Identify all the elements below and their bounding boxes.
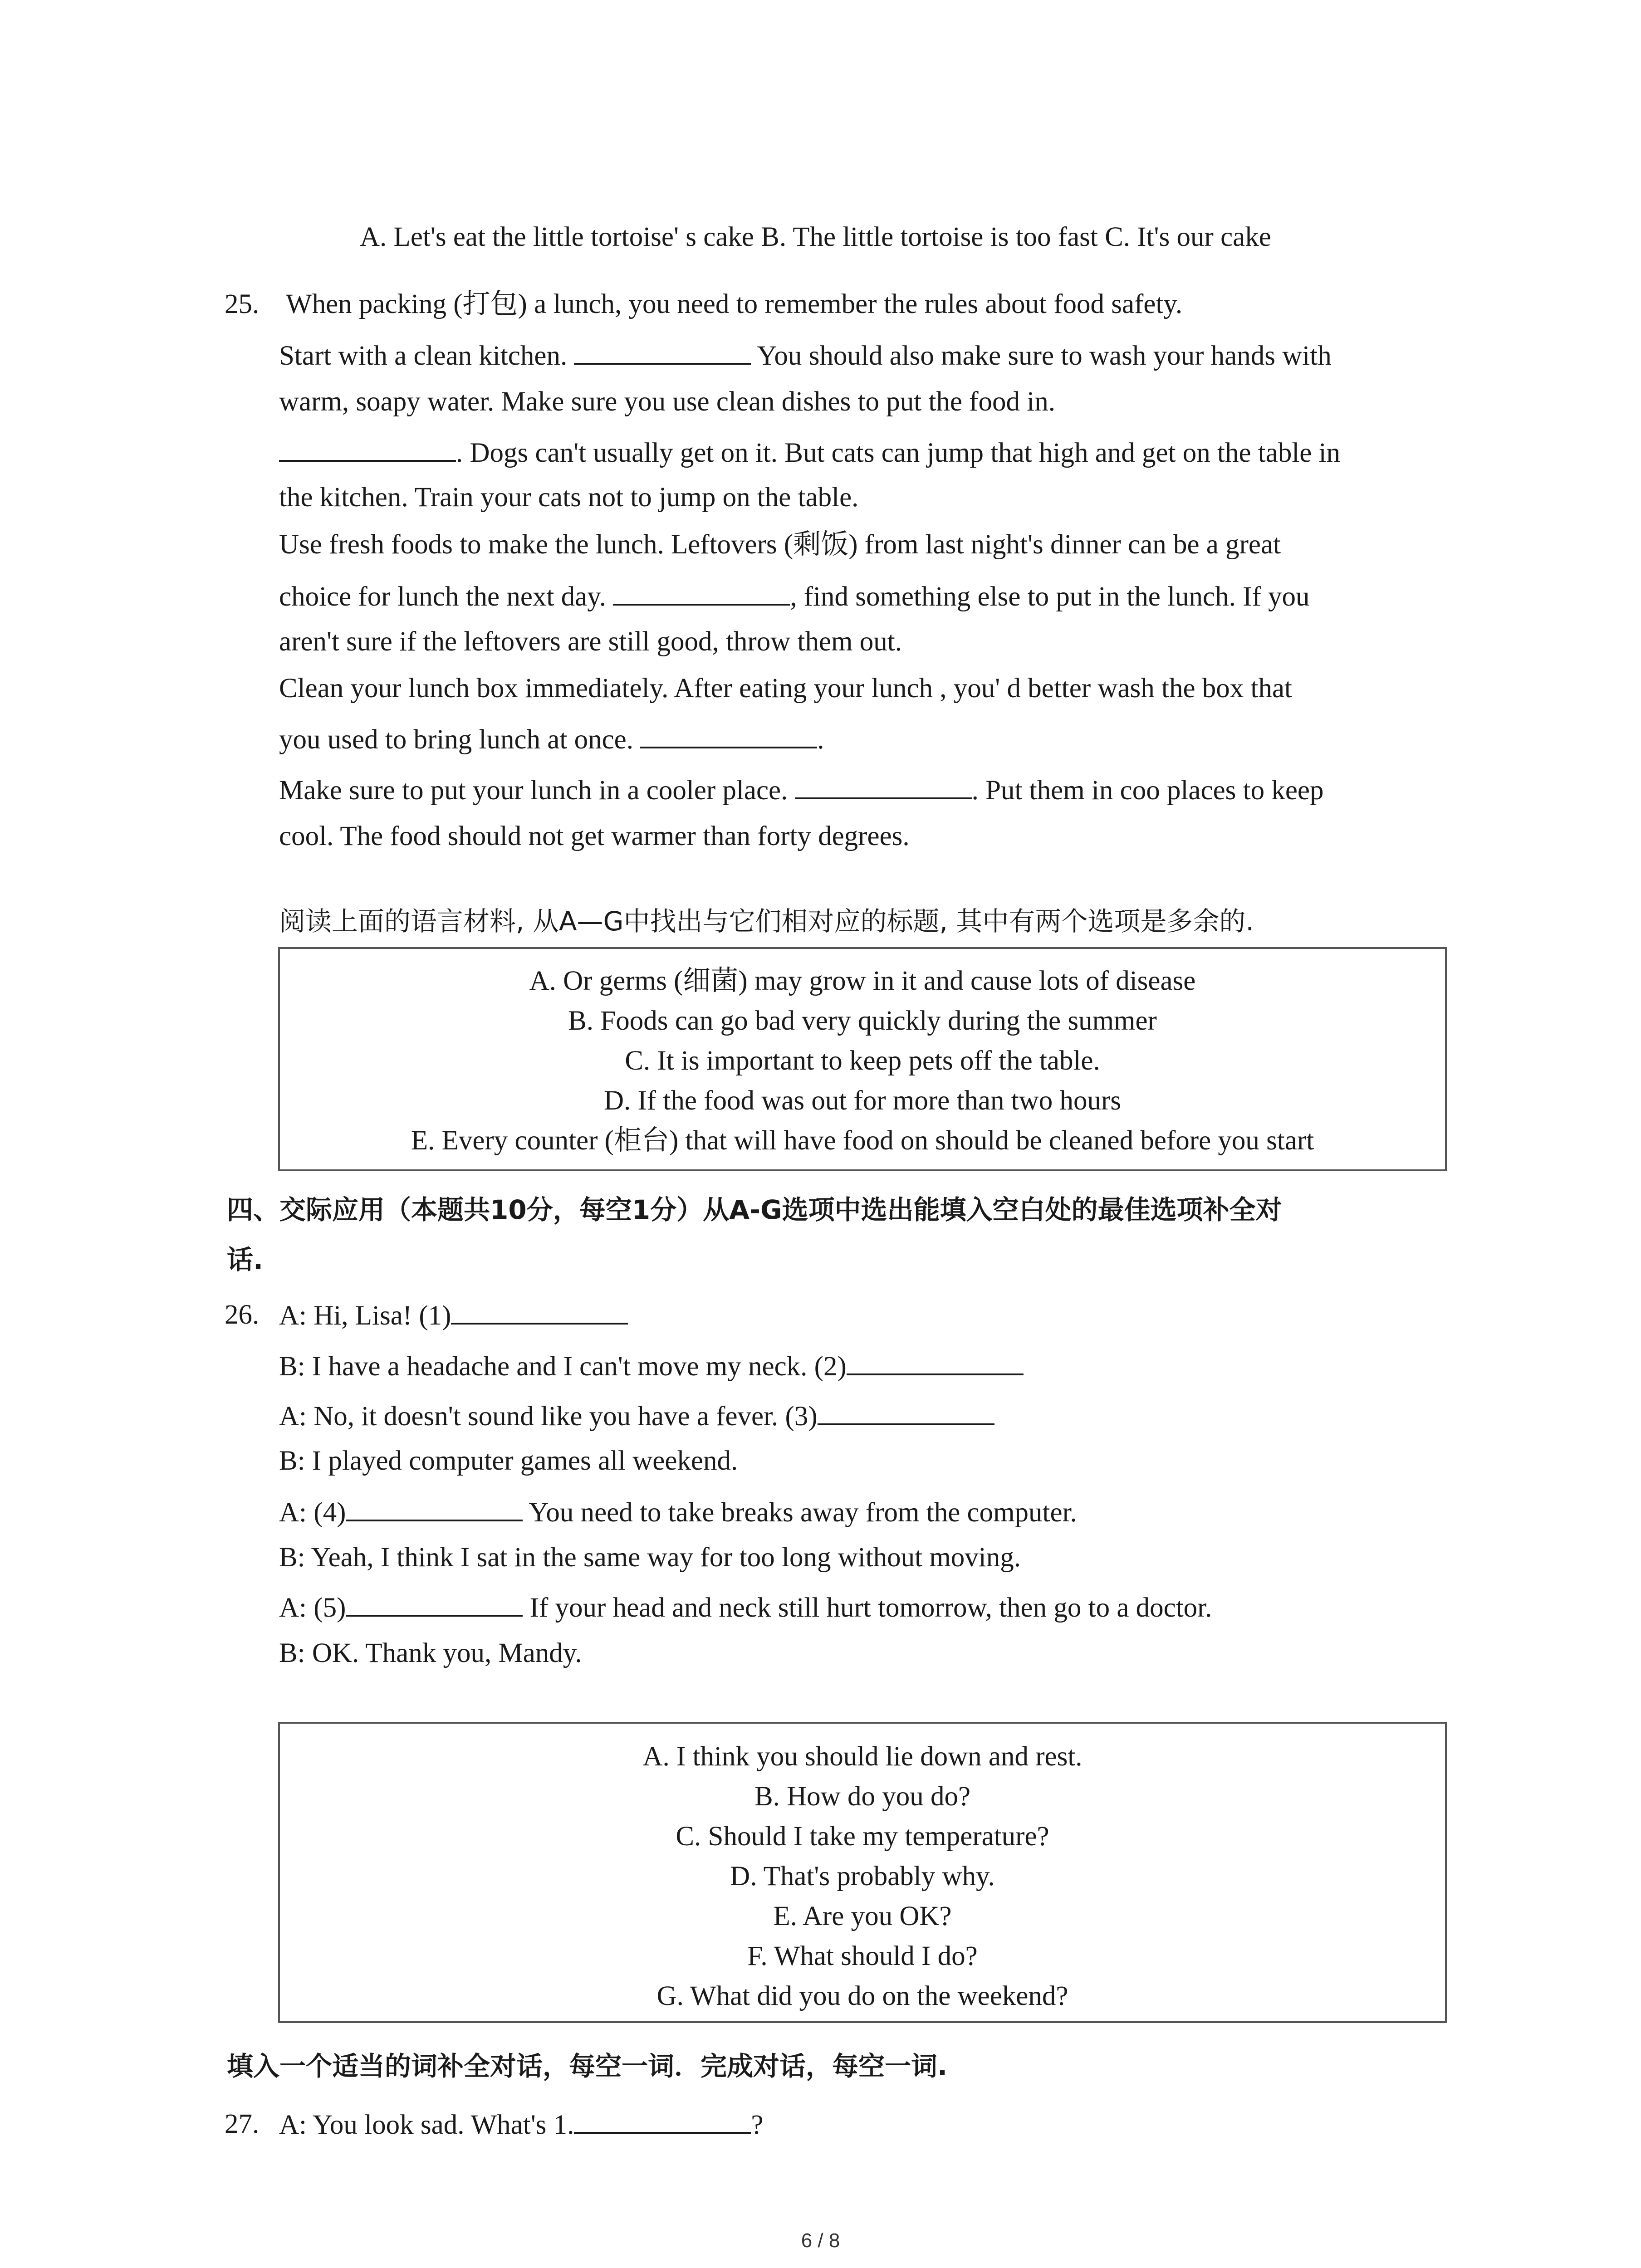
q25-instruction: 阅读上面的语言材料, 从A—G中找出与它们相对应的标题, 其中有两个选项是多余的. [279, 906, 1254, 937]
q26-options-box [278, 1722, 1447, 2023]
q25-line: the kitchen. Train your cats not to jump on the table. [279, 482, 859, 513]
dialogue-line: A: Hi, Lisa! (1) [279, 1301, 628, 1330]
option-b: B. Foods can go bad very quickly during the summer [568, 1006, 1157, 1036]
q25-intro: When packing (打包) a lunch, you need to remember the rules about food safety. [286, 289, 1183, 319]
page-number: 6 / 8 [801, 2229, 840, 2252]
option-e: E. Every counter (柜台) that will have food on should be cleaned before you start [411, 1125, 1314, 1156]
answer-blank-2[interactable] [279, 438, 456, 462]
dialogue-line: A: (5) If your head and neck still hurt tomorrow, then go to a doctor. [279, 1593, 1212, 1623]
q25-line: . Dogs can't usually get on it. But cats can jump that high and get on the table in [279, 438, 1340, 467]
dialogue-line: A: You look sad. What's 1. ? [279, 2110, 764, 2140]
q25-line: aren't sure if the leftovers are still good, throw them out. [279, 626, 902, 657]
answer-blank-q27-1[interactable] [574, 2110, 751, 2134]
answer-blank-3[interactable] [613, 582, 790, 606]
q25-options-box [278, 947, 1447, 1171]
q25-line: choice for lunch the next day. , find something else to put in the lunch. If you [279, 582, 1310, 612]
answer-blank-q26-4[interactable] [346, 1498, 523, 1521]
dialogue-line: B: OK. Thank you, Mandy. [279, 1638, 582, 1668]
option-b: B. How do you do? [754, 1781, 971, 1812]
answer-blank-5[interactable] [795, 776, 972, 799]
section4-heading-cont: 话. [227, 1244, 264, 1275]
section5-heading: 填入一个适当的词补全对话，每空一词．完成对话，每空一词. [227, 2051, 948, 2082]
option-c: C. It is important to keep pets off the table. [625, 1046, 1100, 1076]
option-d: D. If the food was out for more than two hours [603, 1085, 1122, 1116]
q25-line: Start with a clean kitchen. You should also make sure to wash your hands with [279, 341, 1332, 371]
answer-blank-q26-1[interactable] [451, 1301, 628, 1325]
dialogue-line: B: Yeah, I think I sat in the same way for too long without moving. [279, 1542, 1021, 1573]
answer-blank-q26-2[interactable] [847, 1352, 1024, 1375]
answer-blank-q26-5[interactable] [346, 1593, 523, 1617]
dialogue-line: B: I played computer games all weekend. [279, 1446, 738, 1476]
q26-number: 26. [225, 1300, 260, 1330]
q25-line: you used to bring lunch at once. . [279, 724, 824, 755]
option-d: D. That's probably why. [730, 1861, 995, 1892]
q27-number: 27. [225, 2109, 260, 2139]
q24-options: A. Let's eat the little tortoise' s cake B. The little tortoise is too fast C. It's our cake [360, 222, 1271, 252]
q25-number: 25. [225, 289, 260, 319]
q25-line: Use fresh foods to make the lunch. Leftovers (剩饭) from last night's dinner can be a great [279, 529, 1281, 560]
q25-line: Clean your lunch box immediately. After eating your lunch , you' d better wash the box that [279, 673, 1292, 704]
option-e: E. Are you OK? [773, 1901, 952, 1931]
option-a: A. Or germs (细菌) may grow in it and cause lots of disease [529, 966, 1196, 996]
answer-blank-4[interactable] [640, 725, 817, 748]
dialogue-line: A: No, it doesn't sound like you have a fever. (3) [279, 1402, 994, 1430]
option-c: C. Should I take my temperature? [676, 1821, 1049, 1852]
option-f: F. What should I do? [747, 1941, 978, 1971]
dialogue-line: A: (4) You need to take breaks away from the computer. [279, 1497, 1077, 1528]
option-g: G. What did you do on the weekend? [656, 1981, 1068, 2011]
option-a: A. I think you should lie down and rest. [642, 1741, 1083, 1772]
q25-line: cool. The food should not get warmer than forty degrees. [279, 821, 910, 851]
dialogue-line: B: I have a headache and I can't move my neck. (2) [279, 1352, 1024, 1380]
q25-line: warm, soapy water. Make sure you use clean dishes to put the food in. [279, 386, 1055, 417]
q25-line: Make sure to put your lunch in a cooler place. . Put them in coo places to keep [279, 775, 1324, 806]
section4-heading: 四、交际应用（本题共10分，每空1分）从A-G选项中选出能填入空白处的最佳选项补全对 [227, 1194, 1282, 1225]
answer-blank-q26-3[interactable] [818, 1402, 994, 1425]
answer-blank-1[interactable] [574, 341, 751, 365]
